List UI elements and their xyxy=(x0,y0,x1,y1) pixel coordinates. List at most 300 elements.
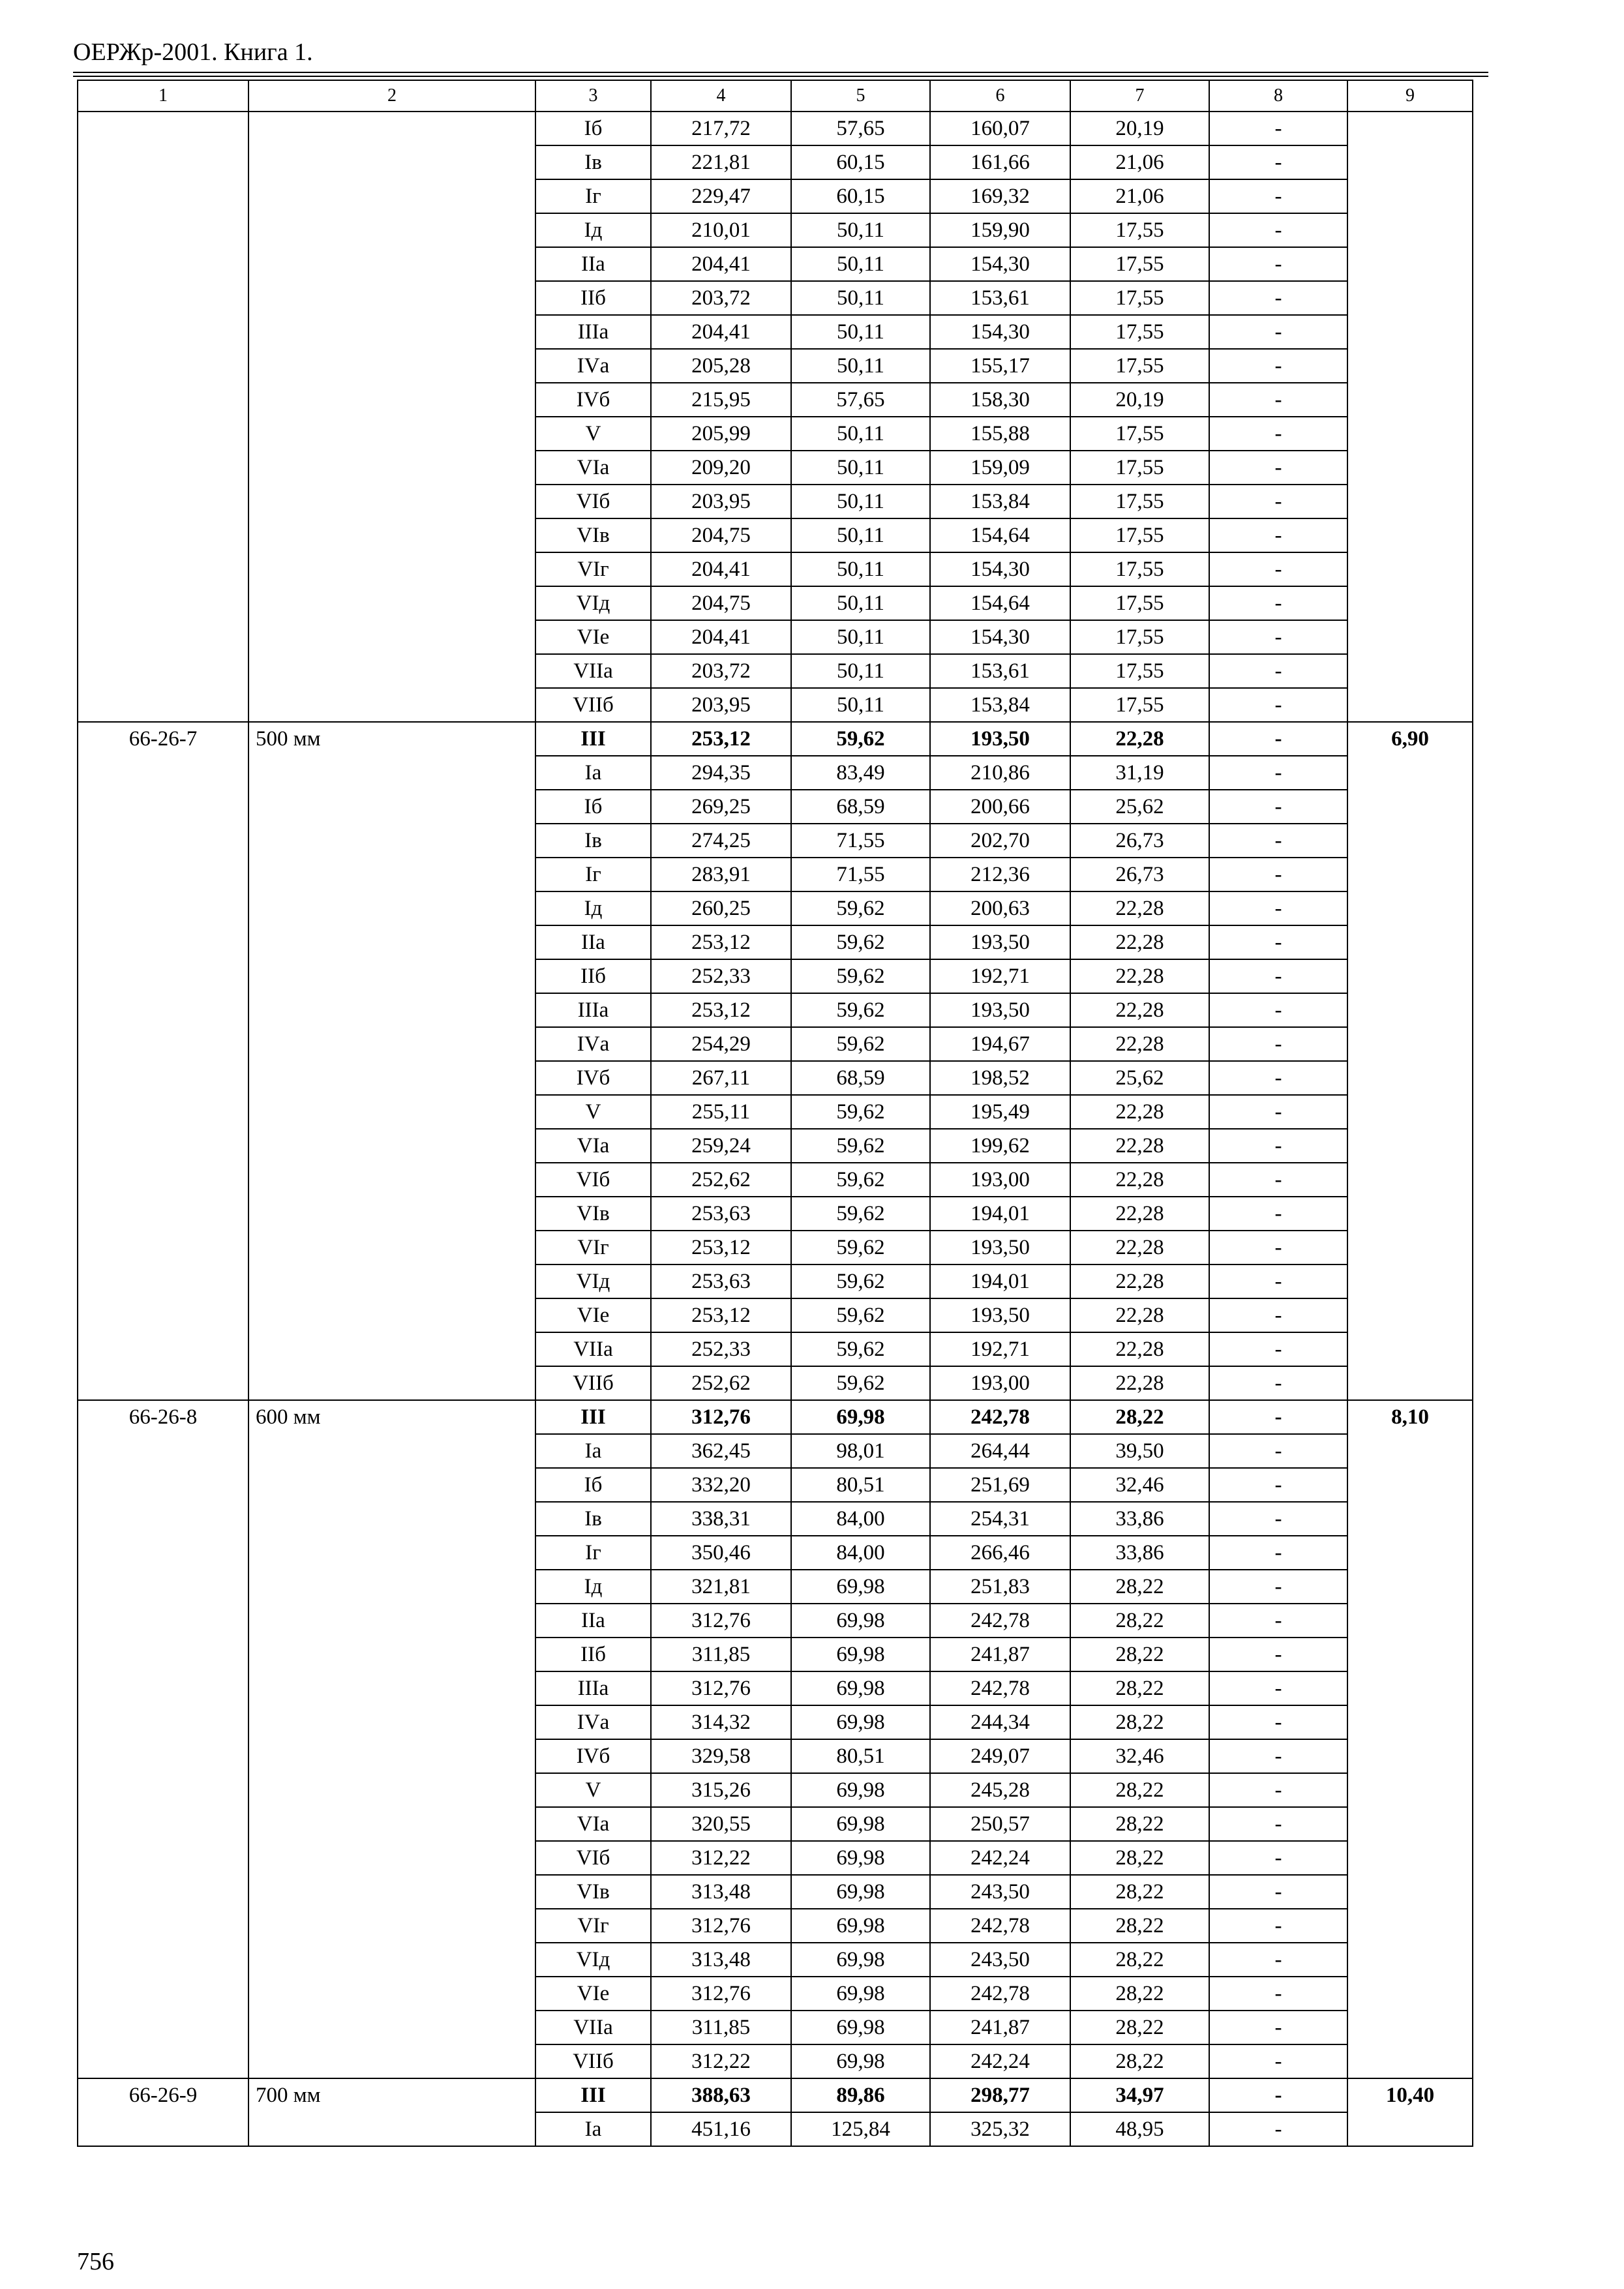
wages-cell: 50,11 xyxy=(791,247,930,281)
total-cost-cell: 205,99 xyxy=(651,417,791,451)
machinist-wages-cell: 33,86 xyxy=(1070,1502,1209,1536)
machinist-wages-cell: 17,55 xyxy=(1070,485,1209,518)
regime-cell: VIе xyxy=(535,1298,651,1332)
column-number: 8 xyxy=(1209,80,1347,112)
wages-cell: 59,62 xyxy=(791,891,930,925)
total-cost-cell: 204,41 xyxy=(651,315,791,349)
wages-cell: 59,62 xyxy=(791,1298,930,1332)
machine-cost-cell: 154,64 xyxy=(930,586,1070,620)
column-number: 3 xyxy=(535,80,651,112)
materials-cell: - xyxy=(1209,586,1347,620)
wages-cell: 69,98 xyxy=(791,1977,930,2011)
regime-cell: Iа xyxy=(535,756,651,790)
total-cost-cell: 312,76 xyxy=(651,1909,791,1943)
regime-cell: VIв xyxy=(535,1875,651,1909)
regime-cell: IVа xyxy=(535,349,651,383)
table-row xyxy=(78,2078,1473,2112)
regime-cell: Iг xyxy=(535,179,651,213)
machinist-wages-cell: 28,22 xyxy=(1070,1400,1209,1434)
wages-cell: 60,15 xyxy=(791,145,930,179)
regime-cell: VIIб xyxy=(535,1366,651,1400)
machinist-wages-cell: 28,22 xyxy=(1070,1875,1209,1909)
wages-cell: 59,62 xyxy=(791,1027,930,1061)
materials-cell: - xyxy=(1209,1400,1347,1434)
machinist-wages-cell: 25,62 xyxy=(1070,1061,1209,1095)
column-number: 2 xyxy=(248,80,535,112)
total-cost-cell: 315,26 xyxy=(651,1773,791,1807)
machine-cost-cell: 251,83 xyxy=(930,1570,1070,1604)
total-cost-cell: 294,35 xyxy=(651,756,791,790)
materials-cell: - xyxy=(1209,1807,1347,1841)
machine-cost-cell: 212,36 xyxy=(930,858,1070,891)
materials-cell: - xyxy=(1209,824,1347,858)
materials-cell: - xyxy=(1209,2112,1347,2146)
machinist-wages-cell: 31,19 xyxy=(1070,756,1209,790)
materials-cell: - xyxy=(1209,145,1347,179)
materials-cell: - xyxy=(1209,925,1347,959)
wages-cell: 69,98 xyxy=(791,1400,930,1434)
regime-cell: Iв xyxy=(535,1502,651,1536)
wages-cell: 69,98 xyxy=(791,1875,930,1909)
total-cost-cell: 283,91 xyxy=(651,858,791,891)
machinist-wages-cell: 17,55 xyxy=(1070,417,1209,451)
regime-cell: VIд xyxy=(535,1943,651,1977)
regime-cell: VIе xyxy=(535,620,651,654)
regime-cell: V xyxy=(535,417,651,451)
machinist-wages-cell: 20,19 xyxy=(1070,383,1209,417)
materials-cell: - xyxy=(1209,112,1347,145)
materials-cell: - xyxy=(1209,1638,1347,1671)
regime-cell: V xyxy=(535,1095,651,1129)
regime-cell: VIб xyxy=(535,1163,651,1197)
table-row xyxy=(78,1400,1473,1434)
materials-cell: - xyxy=(1209,1298,1347,1332)
materials-cell: - xyxy=(1209,518,1347,552)
machine-cost-cell: 159,90 xyxy=(930,213,1070,247)
regime-cell: VIа xyxy=(535,1807,651,1841)
regime-cell: Iв xyxy=(535,145,651,179)
regime-cell: VIIа xyxy=(535,1332,651,1366)
total-cost-cell: 311,85 xyxy=(651,2011,791,2044)
total-cost-cell: 350,46 xyxy=(651,1536,791,1570)
regime-cell: Iг xyxy=(535,1536,651,1570)
machine-cost-cell: 161,66 xyxy=(930,145,1070,179)
regime-cell: III xyxy=(535,1400,651,1434)
machine-cost-cell: 153,84 xyxy=(930,485,1070,518)
machinist-wages-cell: 17,55 xyxy=(1070,586,1209,620)
machinist-wages-cell: 28,22 xyxy=(1070,1773,1209,1807)
regime-cell: IIIа xyxy=(535,315,651,349)
regime-cell: Iа xyxy=(535,2112,651,2146)
header-rule xyxy=(73,76,1488,77)
rates-table-container xyxy=(77,80,1473,2147)
machinist-wages-cell: 22,28 xyxy=(1070,891,1209,925)
machine-cost-cell: 154,30 xyxy=(930,315,1070,349)
wages-cell: 50,11 xyxy=(791,552,930,586)
regime-cell: VIIб xyxy=(535,688,651,722)
materials-cell: - xyxy=(1209,1739,1347,1773)
machinist-wages-cell: 28,22 xyxy=(1070,1943,1209,1977)
machinist-wages-cell: 28,22 xyxy=(1070,1638,1209,1671)
total-cost-cell: 267,11 xyxy=(651,1061,791,1095)
machine-cost-cell: 155,88 xyxy=(930,417,1070,451)
regime-cell: Iд xyxy=(535,1570,651,1604)
machine-cost-cell: 244,34 xyxy=(930,1705,1070,1739)
wages-cell: 98,01 xyxy=(791,1434,930,1468)
machinist-wages-cell: 28,22 xyxy=(1070,1807,1209,1841)
total-cost-cell: 259,24 xyxy=(651,1129,791,1163)
regime-cell: Iб xyxy=(535,790,651,824)
total-cost-cell: 269,25 xyxy=(651,790,791,824)
wages-cell: 69,98 xyxy=(791,1638,930,1671)
machinist-wages-cell: 22,28 xyxy=(1070,1129,1209,1163)
page-header-title: ОЕРЖр-2001. Книга 1. xyxy=(73,38,313,66)
total-cost-cell: 205,28 xyxy=(651,349,791,383)
wages-cell: 69,98 xyxy=(791,1807,930,1841)
wages-cell: 59,62 xyxy=(791,993,930,1027)
machine-cost-cell: 153,61 xyxy=(930,654,1070,688)
machinist-wages-cell: 26,73 xyxy=(1070,858,1209,891)
machinist-wages-cell: 17,55 xyxy=(1070,451,1209,485)
machine-cost-cell: 199,62 xyxy=(930,1129,1070,1163)
total-cost-cell: 329,58 xyxy=(651,1739,791,1773)
total-cost-cell: 253,63 xyxy=(651,1197,791,1231)
total-cost-cell: 312,22 xyxy=(651,2044,791,2078)
total-cost-cell: 451,16 xyxy=(651,2112,791,2146)
materials-cell: - xyxy=(1209,383,1347,417)
regime-cell: IVб xyxy=(535,383,651,417)
wages-cell: 69,98 xyxy=(791,1705,930,1739)
machinist-wages-cell: 22,28 xyxy=(1070,925,1209,959)
page-number: 756 xyxy=(77,2248,114,2275)
machinist-wages-cell: 22,28 xyxy=(1070,1332,1209,1366)
regime-cell: VIд xyxy=(535,1264,651,1298)
machinist-wages-cell: 28,22 xyxy=(1070,1671,1209,1705)
regime-cell: VIа xyxy=(535,451,651,485)
regime-cell: IIа xyxy=(535,925,651,959)
materials-cell: - xyxy=(1209,1536,1347,1570)
regime-cell: IIб xyxy=(535,281,651,315)
machinist-wages-cell: 26,73 xyxy=(1070,824,1209,858)
total-cost-cell: 229,47 xyxy=(651,179,791,213)
diameter-cell xyxy=(248,112,535,722)
rates-table xyxy=(77,80,1473,2147)
total-cost-cell: 209,20 xyxy=(651,451,791,485)
machine-cost-cell: 241,87 xyxy=(930,2011,1070,2044)
machinist-wages-cell: 22,28 xyxy=(1070,1231,1209,1264)
materials-cell: - xyxy=(1209,349,1347,383)
regime-cell: VIд xyxy=(535,586,651,620)
machine-cost-cell: 242,24 xyxy=(930,2044,1070,2078)
wages-cell: 80,51 xyxy=(791,1468,930,1502)
wages-cell: 69,98 xyxy=(791,1671,930,1705)
wages-cell: 84,00 xyxy=(791,1536,930,1570)
total-cost-cell: 215,95 xyxy=(651,383,791,417)
rate-code-cell xyxy=(78,112,248,722)
column-number: 1 xyxy=(78,80,248,112)
machine-cost-cell: 193,00 xyxy=(930,1163,1070,1197)
total-cost-cell: 253,12 xyxy=(651,993,791,1027)
regime-cell: VIе xyxy=(535,1977,651,2011)
machine-cost-cell: 264,44 xyxy=(930,1434,1070,1468)
machine-cost-cell: 200,66 xyxy=(930,790,1070,824)
regime-cell: V xyxy=(535,1773,651,1807)
machine-cost-cell: 194,67 xyxy=(930,1027,1070,1061)
materials-cell: - xyxy=(1209,1502,1347,1536)
materials-cell: - xyxy=(1209,1366,1347,1400)
machine-cost-cell: 242,78 xyxy=(930,1400,1070,1434)
total-cost-cell: 252,62 xyxy=(651,1366,791,1400)
column-number: 7 xyxy=(1070,80,1209,112)
wages-cell: 69,98 xyxy=(791,1773,930,1807)
regime-cell: IIа xyxy=(535,1604,651,1638)
machinist-wages-cell: 28,22 xyxy=(1070,2044,1209,2078)
machine-cost-cell: 193,50 xyxy=(930,925,1070,959)
wages-cell: 68,59 xyxy=(791,1061,930,1095)
regime-cell: IIб xyxy=(535,1638,651,1671)
machine-cost-cell: 195,49 xyxy=(930,1095,1070,1129)
wages-cell: 89,86 xyxy=(791,2078,930,2112)
wages-cell: 59,62 xyxy=(791,1366,930,1400)
wages-cell: 83,49 xyxy=(791,756,930,790)
materials-cell: - xyxy=(1209,451,1347,485)
labor-cost-cell xyxy=(1347,112,1473,722)
total-cost-cell: 204,41 xyxy=(651,552,791,586)
wages-cell: 50,11 xyxy=(791,654,930,688)
diameter-cell: 600 мм xyxy=(248,1400,535,2078)
wages-cell: 59,62 xyxy=(791,1332,930,1366)
machine-cost-cell: 193,50 xyxy=(930,1231,1070,1264)
materials-cell: - xyxy=(1209,1061,1347,1095)
total-cost-cell: 312,76 xyxy=(651,1977,791,2011)
regime-cell: VIIб xyxy=(535,2044,651,2078)
machinist-wages-cell: 28,22 xyxy=(1070,1705,1209,1739)
total-cost-cell: 203,72 xyxy=(651,281,791,315)
column-number: 4 xyxy=(651,80,791,112)
wages-cell: 59,62 xyxy=(791,1129,930,1163)
regime-cell: VIIа xyxy=(535,2011,651,2044)
rate-code-cell: 66-26-8 xyxy=(78,1400,248,2078)
materials-cell: - xyxy=(1209,1705,1347,1739)
materials-cell: - xyxy=(1209,1570,1347,1604)
total-cost-cell: 311,85 xyxy=(651,1638,791,1671)
materials-cell: - xyxy=(1209,756,1347,790)
machine-cost-cell: 158,30 xyxy=(930,383,1070,417)
machine-cost-cell: 242,78 xyxy=(930,1977,1070,2011)
regime-cell: IVб xyxy=(535,1061,651,1095)
header-rule xyxy=(73,72,1488,73)
materials-cell: - xyxy=(1209,1434,1347,1468)
regime-cell: VIв xyxy=(535,1197,651,1231)
machinist-wages-cell: 28,22 xyxy=(1070,1841,1209,1875)
regime-cell: IVа xyxy=(535,1705,651,1739)
materials-cell: - xyxy=(1209,281,1347,315)
wages-cell: 68,59 xyxy=(791,790,930,824)
regime-cell: IVа xyxy=(535,1027,651,1061)
machinist-wages-cell: 28,22 xyxy=(1070,2011,1209,2044)
rates-table-body xyxy=(78,80,1473,2146)
materials-cell: - xyxy=(1209,722,1347,756)
total-cost-cell: 338,31 xyxy=(651,1502,791,1536)
materials-cell: - xyxy=(1209,620,1347,654)
materials-cell: - xyxy=(1209,247,1347,281)
wages-cell: 69,98 xyxy=(791,1604,930,1638)
regime-cell: Iа xyxy=(535,1434,651,1468)
machinist-wages-cell: 39,50 xyxy=(1070,1434,1209,1468)
total-cost-cell: 204,41 xyxy=(651,247,791,281)
total-cost-cell: 253,12 xyxy=(651,925,791,959)
materials-cell: - xyxy=(1209,1875,1347,1909)
diameter-cell: 500 мм xyxy=(248,722,535,1400)
materials-cell: - xyxy=(1209,179,1347,213)
machine-cost-cell: 242,78 xyxy=(930,1671,1070,1705)
total-cost-cell: 312,76 xyxy=(651,1604,791,1638)
regime-cell: VIг xyxy=(535,1231,651,1264)
materials-cell: - xyxy=(1209,891,1347,925)
total-cost-cell: 312,76 xyxy=(651,1671,791,1705)
machinist-wages-cell: 21,06 xyxy=(1070,145,1209,179)
total-cost-cell: 204,75 xyxy=(651,586,791,620)
machinist-wages-cell: 20,19 xyxy=(1070,112,1209,145)
total-cost-cell: 320,55 xyxy=(651,1807,791,1841)
machinist-wages-cell: 22,28 xyxy=(1070,993,1209,1027)
wages-cell: 59,62 xyxy=(791,1197,930,1231)
regime-cell: Iв xyxy=(535,824,651,858)
materials-cell: - xyxy=(1209,315,1347,349)
wages-cell: 71,55 xyxy=(791,858,930,891)
machine-cost-cell: 241,87 xyxy=(930,1638,1070,1671)
machine-cost-cell: 242,78 xyxy=(930,1909,1070,1943)
labor-cost-cell: 8,10 xyxy=(1347,1400,1473,2078)
total-cost-cell: 253,12 xyxy=(651,1231,791,1264)
total-cost-cell: 255,11 xyxy=(651,1095,791,1129)
wages-cell: 59,62 xyxy=(791,1264,930,1298)
materials-cell: - xyxy=(1209,654,1347,688)
rate-code-cell: 66-26-9 xyxy=(78,2078,248,2146)
total-cost-cell: 252,62 xyxy=(651,1163,791,1197)
regime-cell: VIа xyxy=(535,1129,651,1163)
materials-cell: - xyxy=(1209,1604,1347,1638)
machine-cost-cell: 251,69 xyxy=(930,1468,1070,1502)
machinist-wages-cell: 17,55 xyxy=(1070,654,1209,688)
machinist-wages-cell: 22,28 xyxy=(1070,959,1209,993)
wages-cell: 84,00 xyxy=(791,1502,930,1536)
regime-cell: VIв xyxy=(535,518,651,552)
materials-cell: - xyxy=(1209,1468,1347,1502)
wages-cell: 60,15 xyxy=(791,179,930,213)
machine-cost-cell: 153,61 xyxy=(930,281,1070,315)
machinist-wages-cell: 17,55 xyxy=(1070,213,1209,247)
machine-cost-cell: 153,84 xyxy=(930,688,1070,722)
materials-cell: - xyxy=(1209,1129,1347,1163)
regime-cell: Iб xyxy=(535,1468,651,1502)
machine-cost-cell: 250,57 xyxy=(930,1807,1070,1841)
wages-cell: 69,98 xyxy=(791,1943,930,1977)
machine-cost-cell: 192,71 xyxy=(930,959,1070,993)
machinist-wages-cell: 28,22 xyxy=(1070,1909,1209,1943)
total-cost-cell: 314,32 xyxy=(651,1705,791,1739)
machine-cost-cell: 210,86 xyxy=(930,756,1070,790)
materials-cell: - xyxy=(1209,1163,1347,1197)
machine-cost-cell: 325,32 xyxy=(930,2112,1070,2146)
machinist-wages-cell: 34,97 xyxy=(1070,2078,1209,2112)
wages-cell: 59,62 xyxy=(791,1095,930,1129)
machine-cost-cell: 254,31 xyxy=(930,1502,1070,1536)
regime-cell: III xyxy=(535,722,651,756)
total-cost-cell: 204,75 xyxy=(651,518,791,552)
regime-cell: Iб xyxy=(535,112,651,145)
wages-cell: 50,11 xyxy=(791,213,930,247)
materials-cell: - xyxy=(1209,1773,1347,1807)
materials-cell: - xyxy=(1209,2044,1347,2078)
wages-cell: 50,11 xyxy=(791,518,930,552)
machine-cost-cell: 155,17 xyxy=(930,349,1070,383)
machinist-wages-cell: 22,28 xyxy=(1070,1027,1209,1061)
machine-cost-cell: 249,07 xyxy=(930,1739,1070,1773)
machinist-wages-cell: 22,28 xyxy=(1070,1366,1209,1400)
machinist-wages-cell: 17,55 xyxy=(1070,620,1209,654)
total-cost-cell: 388,63 xyxy=(651,2078,791,2112)
total-cost-cell: 312,22 xyxy=(651,1841,791,1875)
labor-cost-cell: 6,90 xyxy=(1347,722,1473,1400)
wages-cell: 59,62 xyxy=(791,722,930,756)
total-cost-cell: 253,12 xyxy=(651,722,791,756)
total-cost-cell: 313,48 xyxy=(651,1875,791,1909)
materials-cell: - xyxy=(1209,213,1347,247)
materials-cell: - xyxy=(1209,417,1347,451)
machine-cost-cell: 193,50 xyxy=(930,722,1070,756)
machine-cost-cell: 193,50 xyxy=(930,1298,1070,1332)
total-cost-cell: 203,72 xyxy=(651,654,791,688)
machinist-wages-cell: 48,95 xyxy=(1070,2112,1209,2146)
materials-cell: - xyxy=(1209,2011,1347,2044)
machine-cost-cell: 154,30 xyxy=(930,247,1070,281)
wages-cell: 57,65 xyxy=(791,383,930,417)
wages-cell: 50,11 xyxy=(791,417,930,451)
regime-cell: IVб xyxy=(535,1739,651,1773)
regime-cell: VIIа xyxy=(535,654,651,688)
materials-cell: - xyxy=(1209,858,1347,891)
machinist-wages-cell: 22,28 xyxy=(1070,1095,1209,1129)
total-cost-cell: 203,95 xyxy=(651,485,791,518)
materials-cell: - xyxy=(1209,1231,1347,1264)
labor-cost-cell: 10,40 xyxy=(1347,2078,1473,2146)
total-cost-cell: 217,72 xyxy=(651,112,791,145)
regime-cell: VIб xyxy=(535,485,651,518)
wages-cell: 125,84 xyxy=(791,2112,930,2146)
machine-cost-cell: 194,01 xyxy=(930,1197,1070,1231)
machine-cost-cell: 242,24 xyxy=(930,1841,1070,1875)
machinist-wages-cell: 17,55 xyxy=(1070,315,1209,349)
rate-code-cell: 66-26-7 xyxy=(78,722,248,1400)
materials-cell: - xyxy=(1209,552,1347,586)
materials-cell: - xyxy=(1209,2078,1347,2112)
wages-cell: 69,98 xyxy=(791,2011,930,2044)
total-cost-cell: 253,12 xyxy=(651,1298,791,1332)
materials-cell: - xyxy=(1209,959,1347,993)
machinist-wages-cell: 21,06 xyxy=(1070,179,1209,213)
total-cost-cell: 252,33 xyxy=(651,959,791,993)
machinist-wages-cell: 32,46 xyxy=(1070,1739,1209,1773)
diameter-cell: 700 мм xyxy=(248,2078,535,2146)
regime-cell: VIг xyxy=(535,1909,651,1943)
materials-cell: - xyxy=(1209,1332,1347,1366)
machine-cost-cell: 192,71 xyxy=(930,1332,1070,1366)
column-number: 9 xyxy=(1347,80,1473,112)
materials-cell: - xyxy=(1209,1027,1347,1061)
machine-cost-cell: 193,50 xyxy=(930,993,1070,1027)
machine-cost-cell: 159,09 xyxy=(930,451,1070,485)
